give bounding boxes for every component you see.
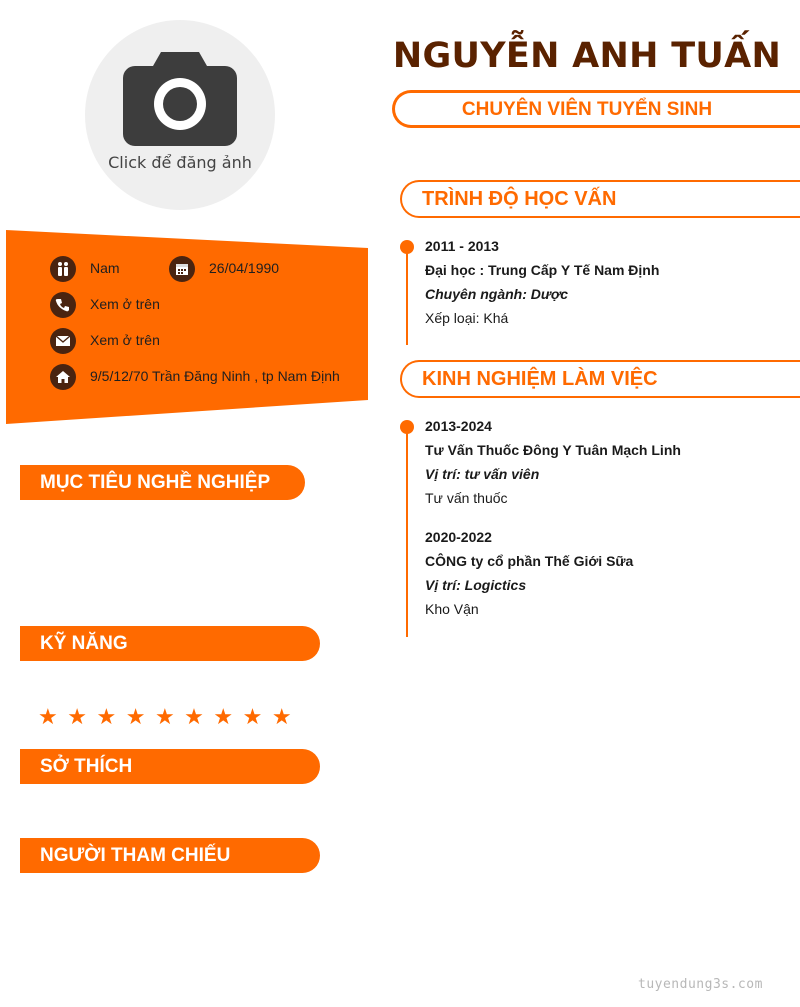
education-major: Chuyên ngành: Dược	[425, 286, 569, 302]
avatar-upload-label: Click để đăng ảnh	[108, 153, 252, 172]
calendar-icon	[169, 256, 195, 282]
contact-panel	[0, 228, 370, 428]
experience-period: 2013-2024	[425, 418, 492, 434]
skill-rating	[38, 707, 292, 729]
experience-period: 2020-2022	[425, 529, 492, 545]
birthday-value: 26/04/1990	[209, 260, 280, 276]
career-goal-heading: MỤC TIÊU NGHỀ NGHIỆP	[40, 472, 271, 493]
full-name: NGUYỄN ANH TUẤN	[392, 36, 782, 76]
camera-icon	[123, 48, 237, 146]
experience-heading: KINH NGHIỆM LÀM VIỆC	[422, 368, 658, 390]
education-heading: TRÌNH ĐỘ HỌC VẤN	[422, 188, 617, 210]
education-timeline-line	[406, 247, 408, 345]
job-title: CHUYÊN VIÊN TUYỂN SINH	[461, 99, 713, 120]
phone-icon	[50, 292, 76, 318]
email-value: Xem ở trên	[90, 332, 160, 348]
education-timeline-dot	[400, 240, 414, 254]
experience-description: Kho Vận	[425, 601, 479, 617]
phone-value: Xem ở trên	[90, 296, 160, 312]
star-icon: ★	[213, 705, 234, 730]
skills-heading: KỸ NĂNG	[40, 633, 128, 654]
gender-icon	[50, 256, 76, 282]
experience-timeline-dot	[400, 420, 414, 434]
experience-timeline-line	[406, 427, 408, 637]
star-icon: ★	[38, 705, 58, 730]
address-value: 9/5/12/70 Trần Đăng Ninh , tp Nam Định	[90, 368, 340, 384]
experience-company: Tư Vấn Thuốc Đông Y Tuân Mạch Linh	[425, 442, 681, 458]
star-icon: ★	[184, 705, 204, 730]
avatar-upload[interactable]	[85, 20, 275, 210]
email-icon	[50, 328, 76, 354]
experience-position: Vị trí: tư vấn viên	[425, 466, 540, 482]
star-icon: ★	[271, 705, 292, 730]
hobbies-heading: SỞ THÍCH	[40, 756, 133, 777]
star-icon: ★	[67, 705, 87, 730]
references-heading: NGƯỜI THAM CHIẾU	[40, 845, 231, 866]
experience-description: Tư vấn thuốc	[425, 490, 508, 506]
gender-value: Nam	[90, 260, 120, 276]
experience-position: Vị trí: Logictics	[425, 577, 527, 593]
star-icon: ★	[242, 705, 263, 730]
experience-company: CÔNG ty cổ phần Thế Giới Sữa	[425, 553, 634, 569]
education-school: Đại học : Trung Cấp Y Tế Nam Định	[425, 262, 660, 278]
education-grade: Xếp loại: Khá	[425, 310, 509, 326]
star-icon: ★	[125, 705, 146, 730]
star-icon: ★	[154, 705, 175, 730]
star-icon: ★	[96, 705, 117, 730]
watermark: tuyendung3s.com	[638, 977, 763, 992]
home-icon	[50, 364, 76, 390]
education-period: 2011 - 2013	[425, 238, 499, 254]
